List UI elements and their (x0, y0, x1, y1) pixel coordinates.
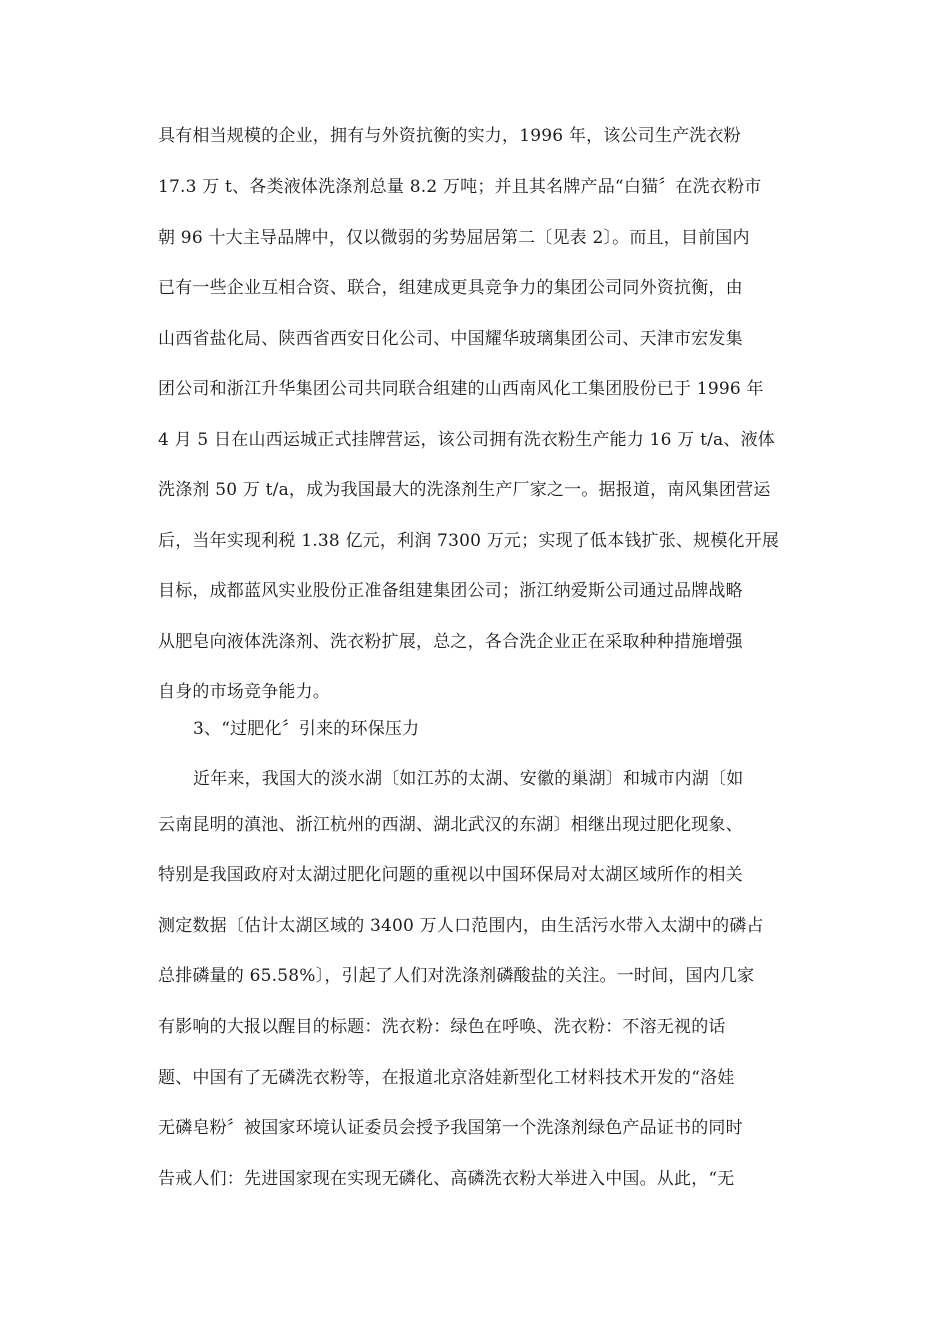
text-line: 告戒人们：先进国家现在实现无磷化、高磷洗衣粉大举进入中国。从此，“无 (158, 1169, 735, 1189)
text-line: 有影响的大报以醒目的标题：洗衣粉：绿色在呼唤、洗衣粉：不溶无视的话 (158, 1017, 726, 1037)
text-line: 目标，成都蓝风实业股份正准备组建集团公司；浙江纳爱斯公司通过品牌战略 (158, 581, 743, 601)
text-line: 团公司和浙江升华集团公司共同联合组建的山西南风化工集团股份已于 1996 年 (158, 379, 764, 399)
text-line: 近年来，我国大的淡水湖〔如江苏的太湖、安徽的巢湖〕和城市内湖〔如 (193, 769, 744, 789)
text-line: 云南昆明的滇池、浙江杭州的西湖、湖北武汉的东湖〕相继出现过肥化现象、 (158, 815, 743, 835)
text-line: 朝 96 十大主导品牌中，仅以微弱的劣势屈居第二〔见表 2〕。而且，目前国内 (158, 228, 750, 248)
text-line: 测定数据〔估计太湖区域的 3400 万人口范围内，由生活污水带入太湖中的磷占 (158, 916, 764, 936)
text-line: 山西省盐化局、陕西省西安日化公司、中国耀华玻璃集团公司、天津市宏发集 (158, 329, 743, 349)
text-line: 特别是我国政府对太湖过肥化问题的重视以中国环保局对太湖区域所作的相关 (158, 865, 743, 885)
text-line: 洗涤剂 50 万 t/a，成为我国最大的洗涤剂生产厂家之一。据报道，南风集团营运 (158, 480, 771, 500)
text-line: 总排磷量的 65.58%〕，引起了人们对洗涤剂磷酸盐的关注。一时间，国内几家 (158, 966, 755, 986)
text-line: 具有相当规模的企业，拥有与外资抗衡的实力，1996 年，该公司生产洗衣粉 (158, 126, 741, 146)
text-line: 后，当年实现利税 1.38 亿元，利润 7300 万元；实现了低本钱扩张、规模化开展 (158, 531, 780, 551)
text-line: 题、中国有了无磷洗衣粉等，在报道北京洛娃新型化工材料技术开发的“洛娃 (158, 1068, 735, 1088)
text-line: 已有一些企业互相合资、联合，组建成更具竞争力的集团公司同外资抗衡，由 (158, 278, 743, 298)
text-line: 17.3 万 t、各类液体洗涤剂总量 8.2 万吨；并且其名牌产品“白猫〞在洗衣粉市 (158, 177, 762, 197)
text-line: 自身的市场竞争能力。 (158, 682, 330, 702)
text-line: 无磷皂粉〞被国家环境认证委员会授予我国第一个洗涤剂绿色产品证书的同时 (158, 1118, 743, 1138)
text-line: 4 月 5 日在山西运城正式挂牌营运，该公司拥有洗衣粉生产能力 16 万 t/a、液体 (158, 430, 775, 450)
text-line: 从肥皂向液体洗涤剂、洗衣粉扩展，总之，各合洗企业正在采取种种措施增强 (158, 632, 743, 652)
section-heading: 3、“过肥化〞引来的环保压力 (193, 719, 420, 739)
